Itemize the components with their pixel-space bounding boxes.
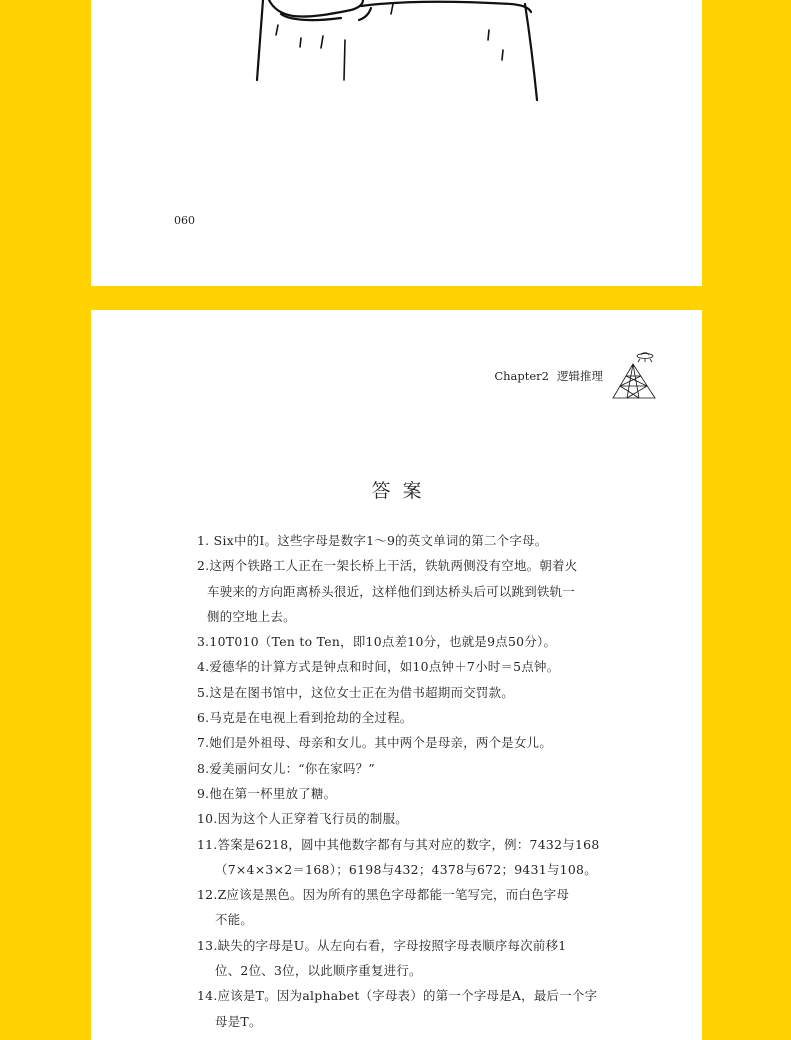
- answer-item-6: 6.马克是在电视上看到抢劫的全过程。: [197, 710, 413, 726]
- answer-item-1: 1. Six中的I。这些字母是数字1～9的英文单词的第二个字母。: [197, 533, 548, 548]
- answers-heading: 答案: [371, 480, 434, 502]
- answer-item-12: 12.Z应该是黑色。因为所有的黑色字母都能一笔写完，而白色字母 不能。: [197, 887, 570, 928]
- chapter-title: 逻辑推理: [557, 369, 603, 383]
- answer-item-5: 5.这是在图书馆中，这位女士正在为借书超期而交罚款。: [197, 684, 514, 700]
- answer-item-7: 7.她们是外祖母、母亲和女儿。其中两个是母亲，两个是女儿。: [197, 735, 553, 751]
- previous-page: [91, 0, 702, 286]
- chapter-header: [494, 350, 657, 400]
- answer-item-11: 11.答案是6218，圆中其他数字都有与其对应的数字，例：7432与168 （7×4×3×2＝168）；6198与432；4378与672；9431与108。: [197, 836, 600, 877]
- answer-item-13: 13.缺失的字母是U。从左向右看，字母按照字母表顺序每次前移1 位、2位、3位，以此顺序重复进行。: [197, 937, 567, 979]
- answer-item-2: 2.这两个铁路工人正在一架长桥上干活，铁轨两侧没有空地。朝着火 车驶来的方向距离桥头很近，这样他们到达桥头后可以跳到铁轨一 侧的空地上去。: [197, 558, 578, 624]
- page-number: 060: [174, 214, 195, 227]
- answer-item-9: 9.他在第一杯里放了糖。: [197, 785, 337, 801]
- answer-item-14: 14.应该是T。因为alphabet（字母表）的第一个字母是A，最后一个字 母是T。: [197, 988, 598, 1029]
- chapter-label: Chapter2: [494, 369, 549, 383]
- answer-item-3: 3.10T010（Ten to Ten，即10点差10分，也就是9点50分）。: [197, 634, 557, 650]
- chapter-heading-text: [494, 368, 603, 384]
- answers-list: [197, 528, 611, 1034]
- pyramid-ufo-icon: [611, 350, 657, 400]
- person-sketch-illustration: [241, 0, 541, 110]
- answer-item-4: 4.爱德华的计算方式是钟点和时间，如10点钟＋7小时＝5点钟。: [197, 659, 560, 675]
- answers-page: [91, 310, 702, 1040]
- answer-item-8: 8.爱美丽问女儿：“你在家吗？”: [197, 760, 375, 776]
- answer-item-10: 10.因为这个人正穿着飞行员的制服。: [197, 811, 408, 827]
